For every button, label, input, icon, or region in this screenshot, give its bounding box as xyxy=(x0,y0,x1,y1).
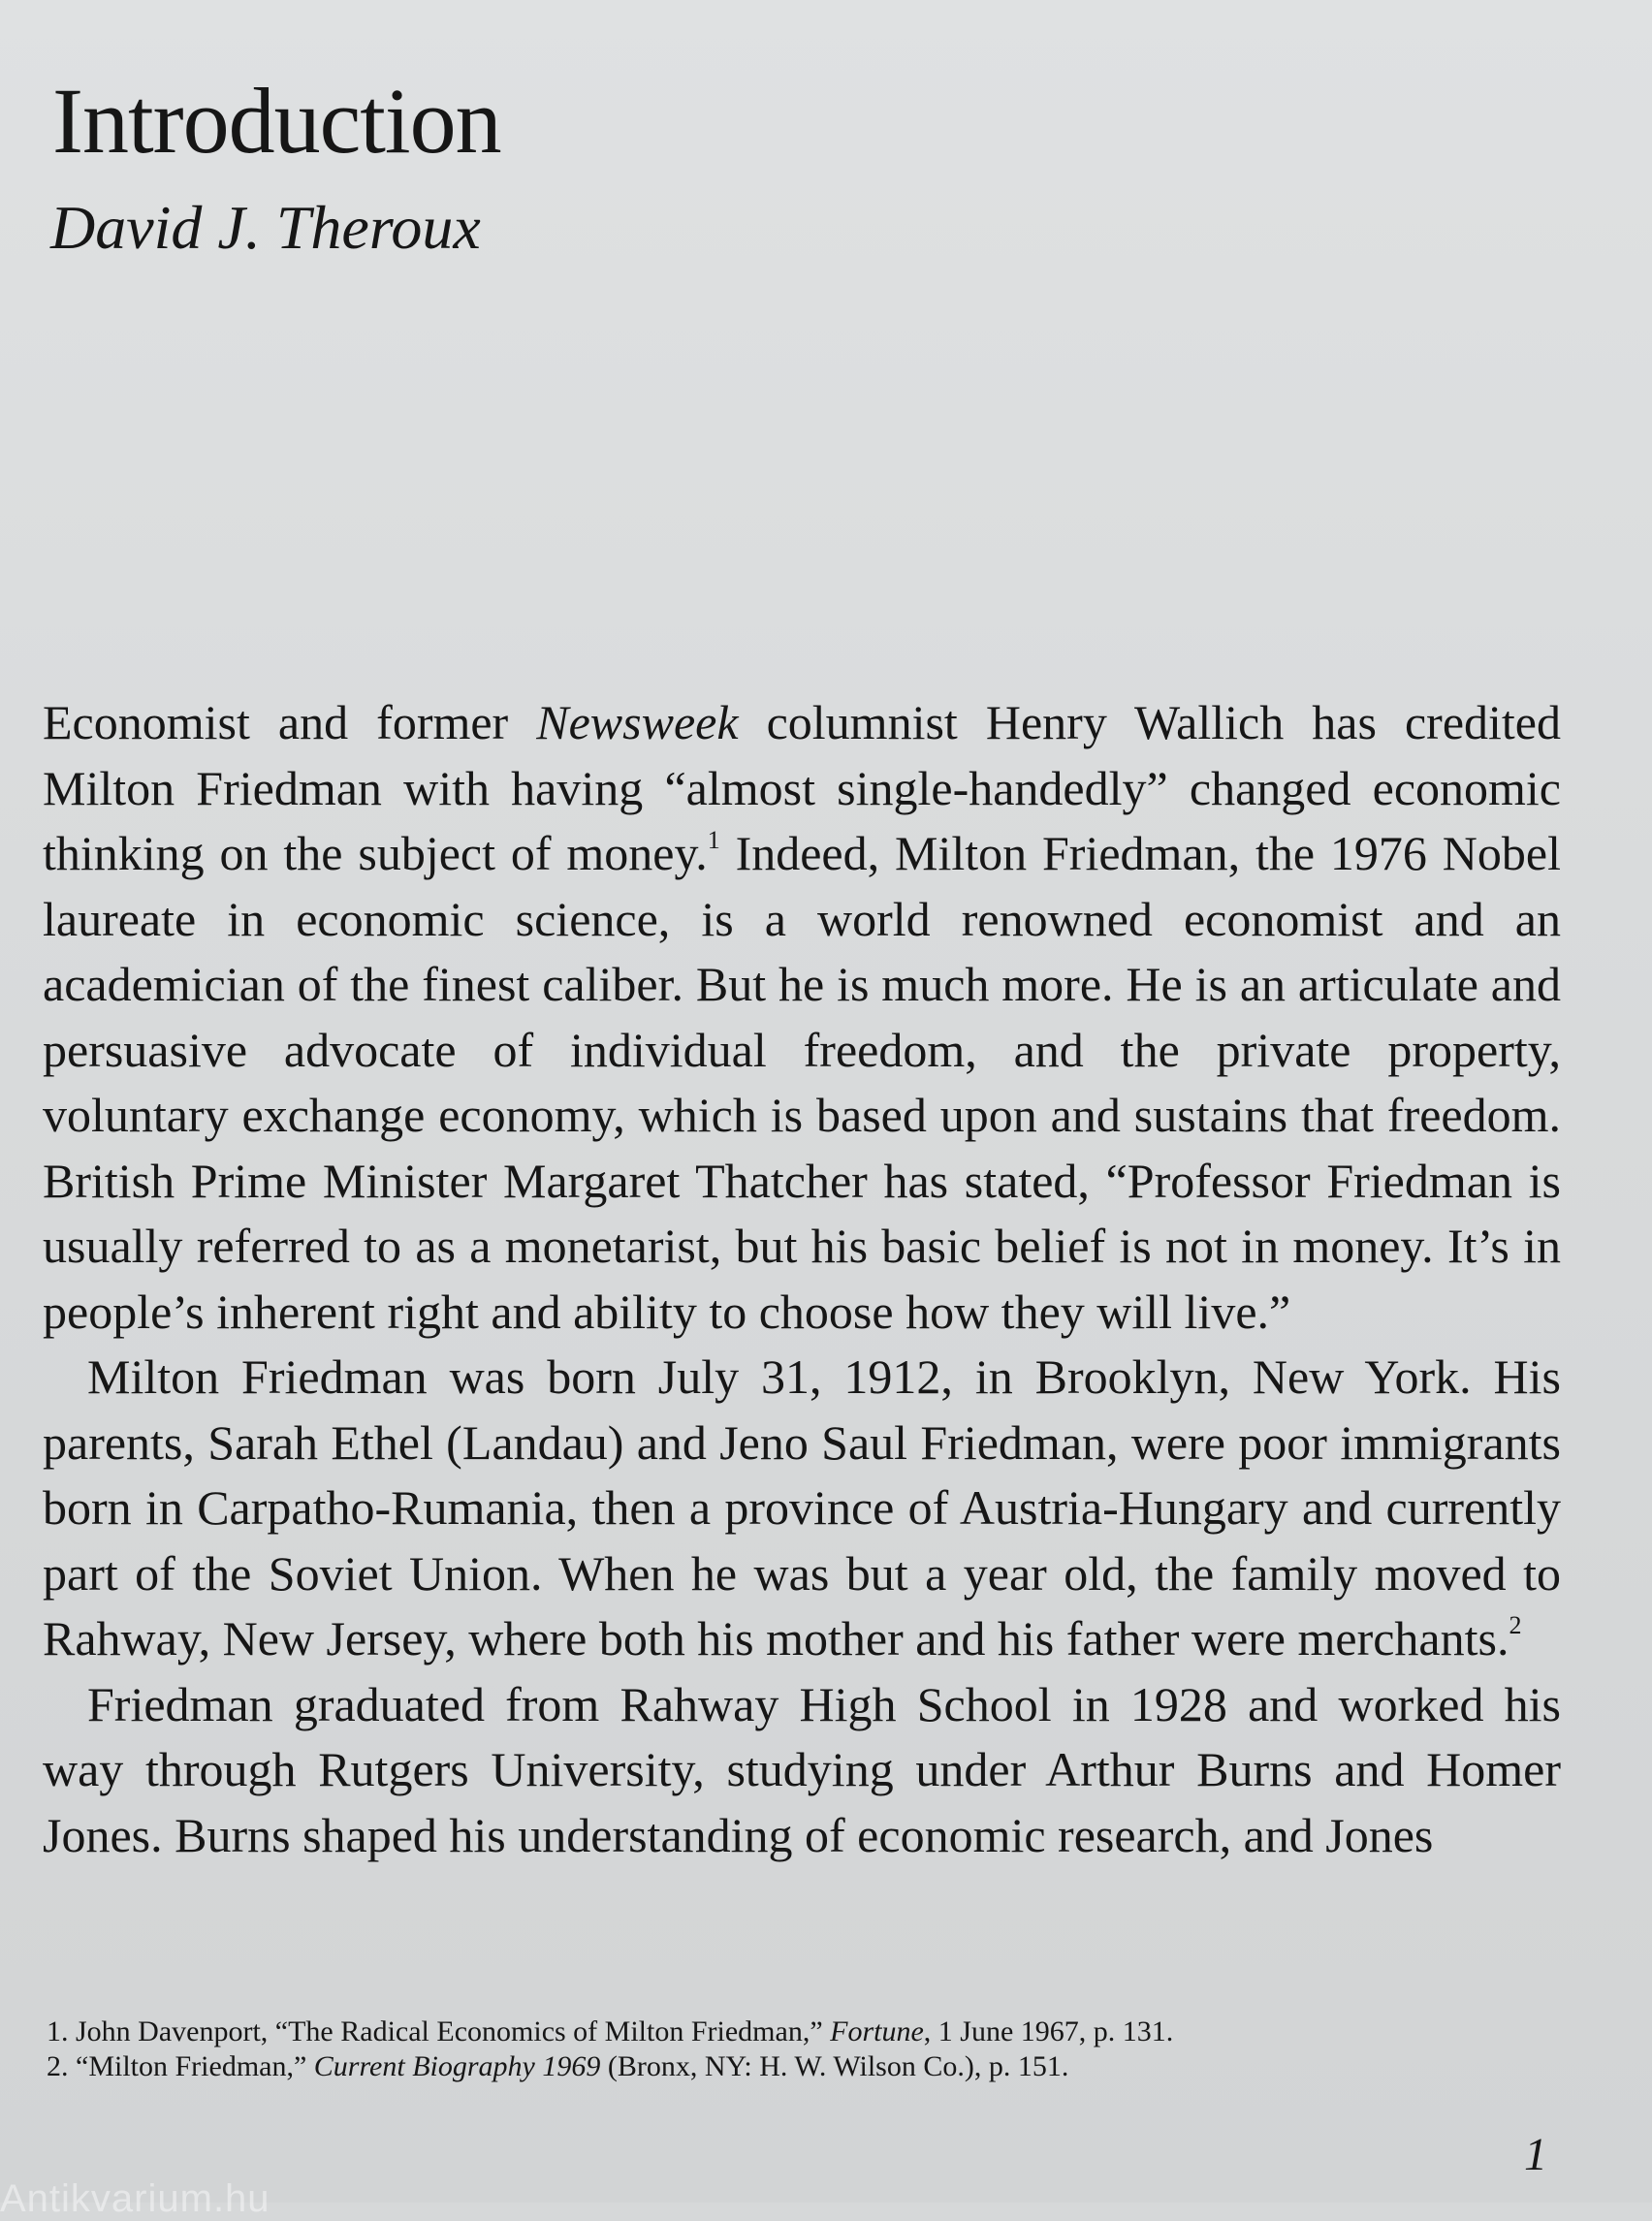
footnote xyxy=(47,2015,1559,2049)
text-run: Friedman graduated from Rahway High School in 1928 and worked his way through Rutgers University, studying under Arthur Burns and Homer Jones. Burns shaped his understanding of economic research, and Jones xyxy=(43,1676,1561,1862)
body-text xyxy=(43,690,1561,1868)
publication-title: Newsweek xyxy=(536,695,739,749)
text-run: Indeed, Milton Friedman, the 1976 Nobel laureate in economic science, is a world renowned economist and an academician of the finest caliber. But he is much more. He is an articulate and persuasive advocate of individual freedom, and the private property, voluntary exchange economy, which is based upon and sustains that freedom. British Prime Minister Margaret Thatcher has stated, “Professor Friedman is usually referred to as a monetarist, but his basic belief is not in money. It’s in people’s inherent right and ability to choose how they will live.” xyxy=(43,826,1561,1339)
text-run: Economist and former xyxy=(43,695,537,749)
text-run: , 1 June 1967, p. 131. xyxy=(923,2015,1174,2047)
footnote xyxy=(47,2049,1559,2084)
paragraph xyxy=(43,690,1561,1345)
text-run: 2. “Milton Friedman,” xyxy=(47,2050,314,2082)
text-run: Milton Friedman was born July 31, 1912, in Brooklyn, New York. His parents, Sarah Ethel (Landau) and Jeno Saul Friedman, were poor immigrants born in Carpatho-Rumania, then a province of Austria-Hungary and currently part of the Soviet Union. When he was but a year old, the family moved to Rahway, New Jersey, where both his mother and his father were merchants. xyxy=(43,1349,1561,1666)
chapter-title: Introduction xyxy=(52,69,501,173)
paragraph xyxy=(43,1672,1561,1869)
chapter-author: David J. Theroux xyxy=(50,193,481,262)
publication-title: Current Biography 1969 xyxy=(313,2050,601,2082)
text-run: (Bronx, NY: H. W. Wilson Co.), p. 151. xyxy=(600,2050,1069,2082)
page-number: 1 xyxy=(1524,2129,1547,2180)
publication-title: Fortune xyxy=(830,2015,924,2047)
text-run: 1. John Davenport, “The Radical Economics of Milton Friedman,” xyxy=(47,2015,831,2047)
text-run: columnist Henry Wallich has credited Milton Friedman with having “almost single-handedly” changed economic thinking on the subject of money. xyxy=(43,695,1561,880)
paragraph xyxy=(43,1345,1561,1672)
footnotes xyxy=(47,2015,1559,2084)
footnote-reference: 2 xyxy=(1509,1611,1522,1639)
footnote-reference: 1 xyxy=(707,826,720,854)
watermark: Antikvarium.hu xyxy=(0,2177,270,2220)
